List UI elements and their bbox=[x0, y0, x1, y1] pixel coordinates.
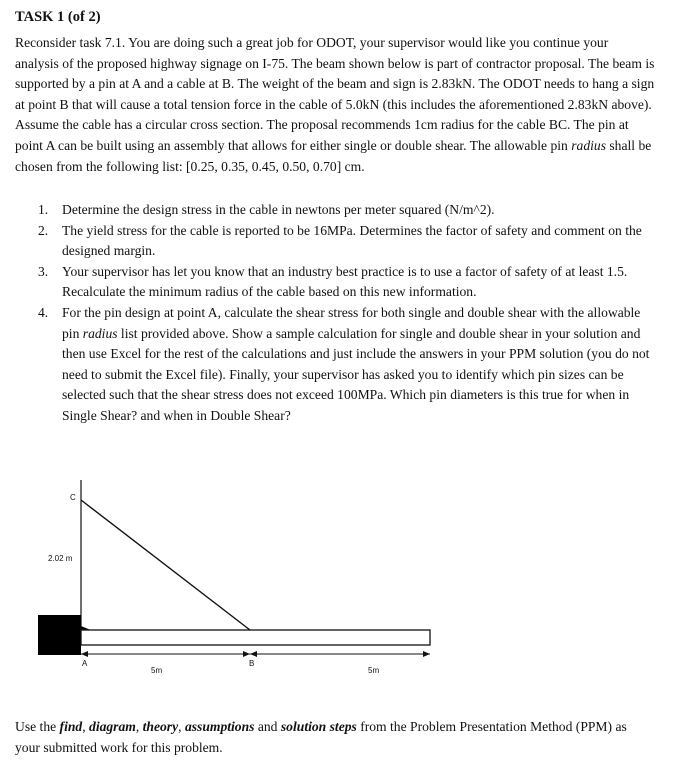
question-list bbox=[38, 200, 650, 427]
task-title: TASK 1 (of 2) bbox=[15, 9, 101, 25]
footer-text-end: from the Problem Presentation Method (PPM) as your submitted work for this problem. bbox=[15, 719, 627, 755]
term-diagram: diagram bbox=[89, 719, 136, 734]
cable-bc bbox=[81, 500, 250, 630]
question-number: 3. bbox=[38, 263, 49, 279]
beam-cable-diagram bbox=[0, 470, 674, 690]
dimension-arrow-left bbox=[81, 651, 88, 657]
term-theory: theory bbox=[142, 719, 179, 734]
question-2 bbox=[38, 221, 650, 262]
dimension-arrow-mid-right bbox=[250, 651, 257, 657]
question-1 bbox=[38, 200, 650, 221]
term-solution-steps: solution steps bbox=[280, 719, 357, 734]
footer-text: Use the bbox=[15, 719, 60, 734]
footer-separator: , bbox=[178, 719, 185, 734]
label-height: 2.02 m bbox=[48, 554, 73, 563]
label-b: B bbox=[249, 659, 255, 668]
question-3 bbox=[38, 262, 650, 303]
term-find: find bbox=[59, 719, 83, 734]
question-text bbox=[62, 305, 649, 423]
question-number: 1. bbox=[38, 202, 49, 217]
task-description bbox=[15, 33, 655, 177]
label-span-1: 5m bbox=[151, 666, 163, 675]
label-a: A bbox=[82, 659, 88, 668]
footer-separator: , bbox=[135, 719, 143, 734]
label-span-2: 5m bbox=[368, 666, 380, 675]
question-text: Determine the design stress in the cable in newtons per meter squared (N/m^2). bbox=[62, 202, 495, 217]
term-assumptions: assumptions bbox=[184, 719, 255, 734]
question-text: The yield stress for the cable is reported to be 16MPa. Determines the factor of safety and comment on the designed margin. bbox=[62, 222, 642, 259]
question-4 bbox=[38, 303, 650, 427]
task-description-part-2: shall be chosen from the following list: [0.25, 0.35, 0.45, 0.50, 0.70] cm. bbox=[15, 137, 652, 174]
dimension-arrow-right bbox=[423, 651, 430, 657]
footer-instructions bbox=[15, 717, 655, 758]
radius-term: radius bbox=[82, 325, 118, 341]
beam bbox=[81, 630, 430, 645]
footer-separator: , bbox=[82, 719, 90, 734]
dimension-arrow-mid-left bbox=[243, 651, 250, 657]
task-description-part-1: Reconsider task 7.1. You are doing such a great job for ODOT, your supervisor would like you continue your analysis of the proposed highway signage on I-75. The beam shown below is part of contractor proposal. The beam is supported by a pin at A and a cable at B. The weight of the beam and sign is 2.83kN. The ODOT needs to hang a sign at point B that will cause a total tension force in the cable of 5.0kN (this includes the aforementioned 2.83kN above). Assume the cable has a circular cross section. The proposal recommends 1cm radius for the cable BC. The pin at point A can be built using an assembly that allows for either single or double shear. The allowable pin bbox=[15, 35, 655, 153]
question-text-part-1: For the pin design at point A, calculate the shear stress for both single and double shear with the allowable pin bbox=[62, 304, 641, 341]
label-c: C bbox=[70, 493, 76, 502]
question-number: 2. bbox=[38, 222, 49, 238]
question-text-part-2: list provided above. Show a sample calculation for single and double shear in your solution and then use Excel for the rest of the calculations and just include the answers in your PPM solution (you do not need to submit the Excel file). Finally, your supervisor has asked you to identify which pin sizes can be selected such that the shear stress does not exceed 100MPa. Which pin diameters is this true for when in Single Shear? and when in Double Shear? bbox=[62, 325, 650, 423]
radius-term: radius bbox=[571, 137, 606, 153]
wall-support bbox=[38, 615, 81, 655]
question-text: Your supervisor has let you know that an industry best practice is to use a factor of safety of at least 1.5. Recalculate the minimum radius of the cable based on this new information. bbox=[62, 263, 628, 300]
footer-separator: and bbox=[254, 719, 281, 734]
question-number: 4. bbox=[38, 304, 49, 320]
